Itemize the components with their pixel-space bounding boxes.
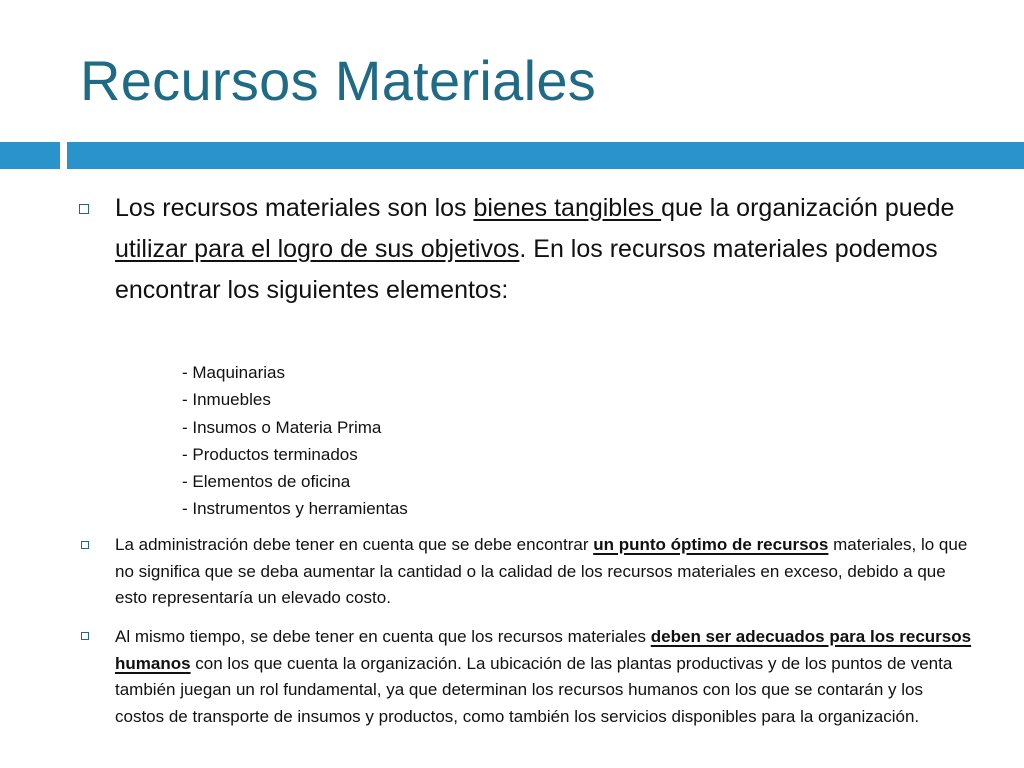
header-bar-right [67,142,1024,169]
list-item: - Insumos o Materia Prima [182,417,382,437]
main-paragraph: Los recursos materiales son los bienes tangibles que la organización puede utilizar para el logro de sus objetivos. En los recursos materiales podemos encontrar los siguientes elementos: [115,194,955,304]
underlined-utilizar: utilizar para el logro de sus objetivos [115,235,520,263]
list-item: - Inmuebles [182,390,271,410]
square-bullet-icon [81,541,89,549]
slide-title: Recursos Materiales [80,49,597,112]
paragraph-adecuados: Al mismo tiempo, se debe tener en cuenta que los recursos materiales deben ser adecuados para los recursos humanos con los que cuenta la organización. La ubicación de las plantas productivas y de los puntos de venta también juegan un rol fundamental, ya que determinan los recursos humanos con los que se contarán y los costos de transporte de insumos y productos, como también los servicios disponibles para la organización. [115,627,972,726]
elements-list [182,359,408,523]
list-item: - Instrumentos y herramientas [182,499,408,519]
list-item: - Maquinarias [182,363,285,382]
square-bullet-icon [81,632,89,640]
underlined-bienes-tangibles: bienes tangibles [473,194,662,222]
bold-underlined-adecuados: deben ser adecuados para los recursos humanos [115,627,972,673]
list-item: - Elementos de oficina [182,472,351,492]
square-bullet-icon [79,204,89,214]
paragraph-punto-optimo: La administración debe tener en cuenta que se debe encontrar un punto óptimo de recursos materiales, lo que no significa que se deba aumentar la cantidad o la calidad de los recursos materiales en exceso, debido a que esto representaría un elevado costo. [115,535,968,607]
bold-underlined-punto-optimo: un punto óptimo de recursos [593,535,829,554]
list-item: - Productos terminados [182,444,358,464]
header-bar-left [0,142,60,169]
